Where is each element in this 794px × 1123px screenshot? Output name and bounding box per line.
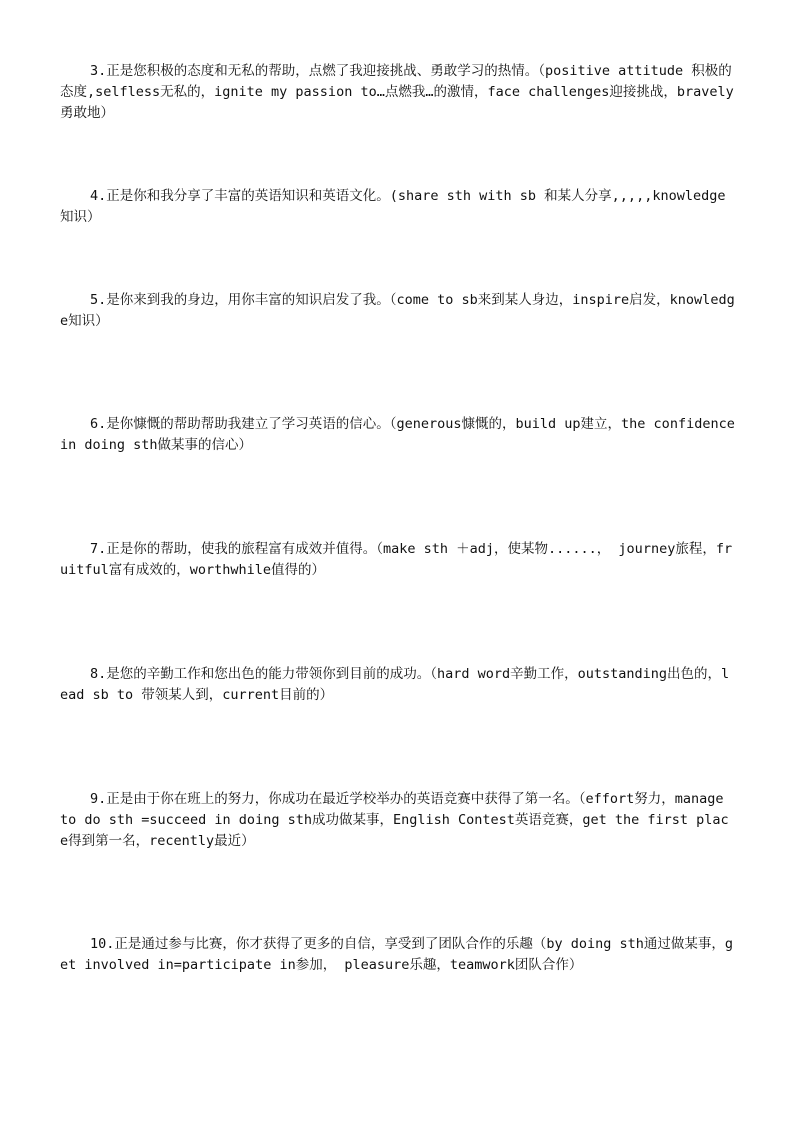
sentence-item-6: 6.是你慷慨的帮助帮助我建立了学习英语的信心。（generous慷慨的，build up建立，the confidence in doing sth做某事的信心） xyxy=(60,416,735,453)
sentence-item-4: 4.正是你和我分享了丰富的英语知识和英语文化。(share sth with sb 和某人分享,,,,,knowledge知识） xyxy=(60,188,726,225)
sentence-item-5: 5.是你来到我的身边，用你丰富的知识启发了我。（come to sb来到某人身边，inspire启发，knowledge知识） xyxy=(60,292,735,329)
sentence-item-3: 3.正是您积极的态度和无私的帮助，点燃了我迎接挑战、勇敢学习的热情。（positive attitude 积极的态度,selfless无私的，ignite my passion to…点燃我…的激情，face challenges迎接挑战，bravely勇敢地） xyxy=(60,63,734,121)
sentence-item-7: 7.正是你的帮助，使我的旅程富有成效并值得。（make sth ＋adj，使某物......， journey旅程，fruitful富有成效的，worthwhile值得的） xyxy=(60,541,733,578)
sentence-item-10: 10.正是通过参与比赛，你才获得了更多的自信，享受到了团队合作的乐趣（by doing sth通过做某事，get involved in=participate in参加， pleasure乐趣，teamwork团队合作） xyxy=(60,936,734,973)
sentence-item-9: 9.正是由于你在班上的努力，你成功在最近学校举办的英语竞赛中获得了第一名。（effort努力，manage to do sth =succeed in doing sth成功做某事，English Contest英语竞赛，get the first place得到第一名，recently最近） xyxy=(60,791,729,849)
sentence-item-8: 8.是您的辛勤工作和您出色的能力带领你到目前的成功。（hard word辛勤工作，outstanding出色的，lead sb to 带领某人到，current目前的） xyxy=(60,666,730,703)
